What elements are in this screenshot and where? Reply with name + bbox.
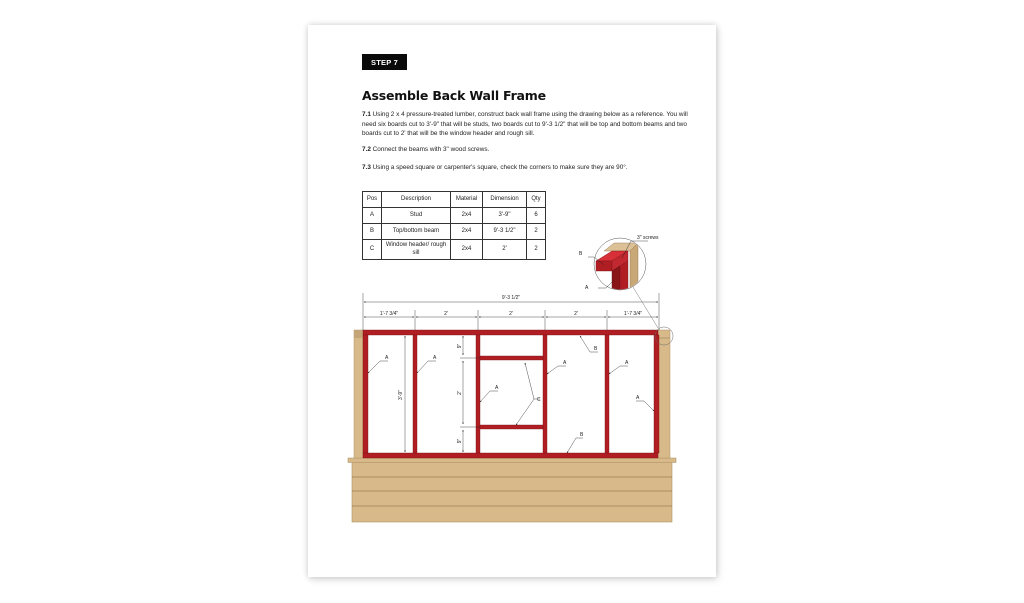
label-a-1: A (385, 355, 389, 361)
stud-2 (413, 335, 417, 453)
cell-qty: 2 (527, 240, 546, 260)
label-b-top: B (594, 346, 598, 352)
step-badge: STEP 7 (362, 54, 407, 70)
header-material: Material (451, 192, 483, 208)
lower-wall-siding (348, 458, 676, 522)
cell-material: 2x4 (451, 240, 483, 260)
stud-1 (363, 335, 368, 453)
stud-height-label: 3'-9" (398, 390, 404, 400)
cell-dimension: 3'-9" (483, 208, 527, 224)
callout-leader (633, 287, 658, 328)
screws-callout-label: 3" screws (637, 235, 659, 241)
segment-3-label: 2' (509, 311, 513, 317)
window-opening-label: 2' (457, 391, 463, 395)
detail-label-a: A (585, 285, 589, 291)
cell-dimension: 2' (483, 240, 527, 260)
instruction-number: 7.1 (362, 111, 371, 118)
header-description: Description (382, 192, 451, 208)
window-bottom-gap-label: 9" (457, 438, 463, 444)
stud-4 (543, 335, 547, 453)
window-top-gap-label: 9" (457, 343, 463, 349)
segment-1-label: 1'-7 3/4" (379, 311, 399, 317)
top-beam (363, 330, 658, 335)
label-a-2: A (433, 355, 437, 361)
instruction-number: 7.3 (362, 164, 371, 171)
instruction-text: Using 2 x 4 pressure-treated lumber, construct back wall frame using the drawing below as a reference. You will need six boards cut to 3'-9" that will be studs, two boards cut to 9'-3 1/2" that will be top and bottom beams and two boards cut to 2' that will be the window header and rough sill. (362, 111, 688, 138)
instruction-page (308, 25, 716, 577)
instruction-text: Connect the beams with 3" wood screws. (372, 146, 490, 153)
cell-description: Top/bottom beam (382, 224, 451, 240)
cell-material: 2x4 (451, 208, 483, 224)
wall-frame-drawing (308, 25, 716, 577)
rough-sill (480, 425, 543, 429)
label-a-3: A (495, 385, 499, 391)
instruction-text: Using a speed square or carpenter's square, check the corners to make sure they are 90°. (372, 164, 628, 171)
overall-width-label: 9'-3 1/2" (501, 295, 521, 301)
bottom-beam (363, 453, 658, 458)
stud-6 (654, 335, 659, 453)
label-b-bottom: B (580, 432, 584, 438)
right-corner-post (658, 330, 670, 458)
leader-lines (368, 336, 654, 453)
cell-pos: C (363, 240, 382, 260)
left-post-cap (354, 330, 363, 338)
stud-3 (476, 335, 480, 453)
left-corner-post (354, 330, 363, 458)
page-title: Assemble Back Wall Frame (362, 88, 546, 103)
stud-5 (605, 335, 609, 453)
segment-5-label: 1'-7 3/4" (623, 311, 643, 317)
cell-description: Window header/ rough sill (382, 240, 451, 260)
wall-frame (363, 330, 659, 458)
header-pos: Pos (363, 192, 382, 208)
cell-pos: B (363, 224, 382, 240)
segment-2-label: 2' (444, 311, 448, 317)
cell-qty: 6 (527, 208, 546, 224)
label-a-5: A (625, 360, 629, 366)
label-a-6: A (636, 395, 640, 401)
cell-qty: 2 (527, 224, 546, 240)
cell-pos: A (363, 208, 382, 224)
cell-material: 2x4 (451, 224, 483, 240)
window-header (480, 356, 543, 360)
segment-4-label: 2' (574, 311, 578, 317)
label-c: C (537, 397, 541, 403)
corner-detail-view (588, 238, 648, 297)
cell-dimension: 9'-3 1/2" (483, 224, 527, 240)
label-a-4: A (563, 360, 567, 366)
header-qty: Qty (527, 192, 546, 208)
detail-label-b: B (579, 251, 583, 257)
cell-description: Stud (382, 208, 451, 224)
instruction-number: 7.2 (362, 146, 371, 153)
header-dimension: Dimension (483, 192, 527, 208)
